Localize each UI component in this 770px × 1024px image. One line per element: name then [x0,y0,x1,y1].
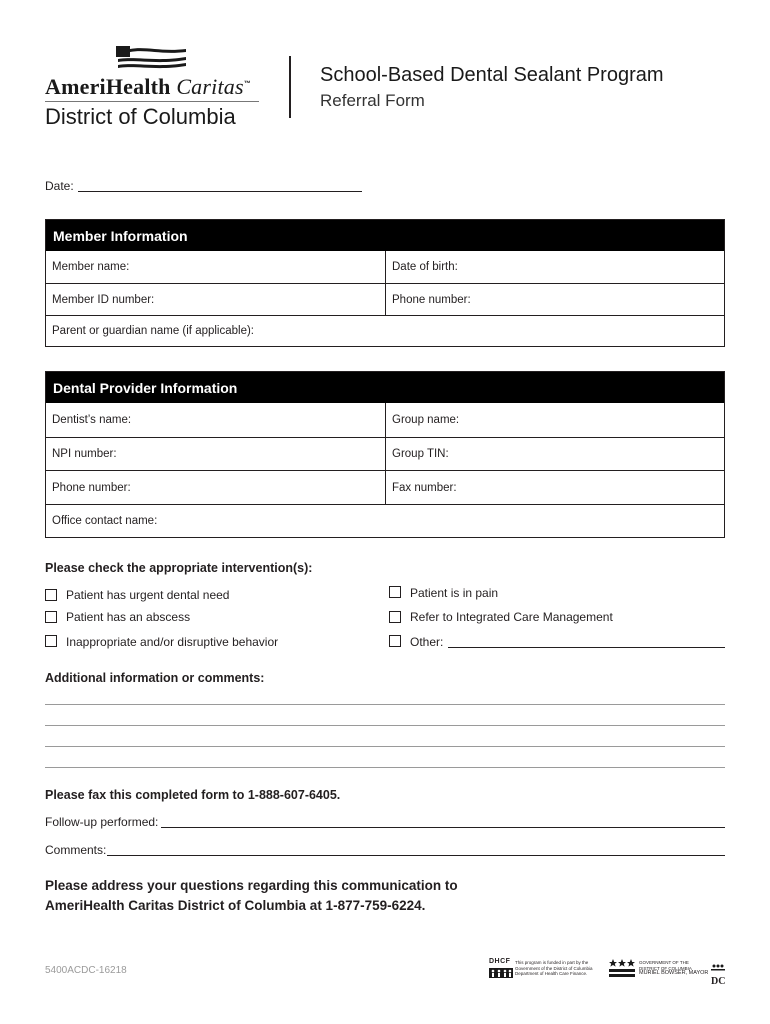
page-title: School-Based Dental Sealant Program [320,64,664,86]
abscess-checkbox[interactable] [45,611,57,623]
dhcf-logo-text: DHCF [489,958,511,965]
dc-flag-icon [609,958,635,978]
comment-line[interactable] [45,704,725,705]
funding-line: This program is funded in part by the [515,960,589,965]
date-of-birth-field[interactable]: Date of birth: [392,261,458,273]
dc-government-text [639,960,708,977]
group-name-field[interactable]: Group name: [392,414,460,426]
office-contact-field[interactable]: Office contact name: [52,515,158,527]
member-id-field[interactable]: Member ID number: [46,284,386,315]
dc-seal-logo [711,958,726,987]
comment-line[interactable] [45,767,725,768]
member-information-heading: Member Information [46,220,724,251]
comments-heading: Additional information or comments: [45,671,265,685]
in-pain-checkbox[interactable] [389,586,401,598]
other-field[interactable] [448,647,725,648]
logo-divider [45,101,259,102]
date-field[interactable] [78,191,362,192]
fax-instruction: Please fax this completed form to 1-888-607-6405. [45,788,341,802]
guardian-name-field[interactable]: Parent or guardian name (if applicable): [52,325,255,337]
other-checkbox[interactable] [389,635,401,647]
in-pain-label: Patient is in pain [410,586,499,600]
form-code: 5400ACDC-16218 [45,965,127,976]
questions-line-1: Please address your questions regarding this communication to [45,878,458,893]
page-subtitle: Referral Form [320,91,425,110]
gov-line: GOVERNMENT OF THE [639,960,689,965]
interventions-heading: Please check the appropriate intervention(s): [45,561,313,575]
refer-icm-label: Refer to Integrated Care Management [410,610,613,624]
member-phone-field[interactable]: Phone number: [392,293,471,306]
questions-line-2: AmeriHealth Caritas District of Columbia at 1-877-759-6224. [45,898,426,913]
funding-line: Government of the District of Columbia [515,965,593,971]
dhcf-logo [489,958,513,978]
member-name-field[interactable]: Member name: [46,251,386,283]
refer-icm-checkbox[interactable] [389,611,401,623]
disruptive-behavior-label: Inappropriate and/or disruptive behavior [66,635,279,649]
dc-seal-stars-icon [711,963,725,971]
date-label: Date: [45,179,74,193]
brand-logo: AmeriHealth Caritas™ [45,74,251,99]
abscess-label: Patient has an abscess [66,610,191,624]
final-comments-label: Comments: [45,843,107,857]
comment-line[interactable] [45,725,725,726]
brand-region: District of Columbia [45,104,236,129]
disruptive-behavior-checkbox[interactable] [45,635,57,647]
gov-line: MURIEL BOWSER, MAYOR [639,970,709,976]
other-label: Other: [410,635,444,649]
dc-seal-text: DC [711,976,726,987]
npi-number-field[interactable]: NPI number: [46,438,386,470]
followup-label: Follow-up performed: [45,815,159,829]
funding-notice [515,960,593,977]
followup-field[interactable] [161,827,725,828]
funding-line: Department of Health Care Finance. [515,971,588,976]
comment-line[interactable] [45,746,725,747]
urgent-need-label: Patient has urgent dental need [66,588,230,602]
gov-line: DISTRICT OF COLUMBIA [639,965,692,971]
dental-provider-table [45,371,725,538]
dental-provider-heading: Dental Provider Information [46,372,724,403]
group-tin-field[interactable]: Group TIN: [392,448,449,460]
fax-number-field[interactable]: Fax number: [392,481,457,494]
flag-logo-icon [116,46,186,72]
dhcf-people-icon [489,968,513,978]
header-divider [289,56,291,118]
provider-phone-field[interactable]: Phone number: [46,471,386,504]
member-information-table [45,219,725,347]
dentist-name-field[interactable]: Dentist’s name: [46,403,386,437]
final-comments-field[interactable] [107,855,725,856]
urgent-need-checkbox[interactable] [45,589,57,601]
